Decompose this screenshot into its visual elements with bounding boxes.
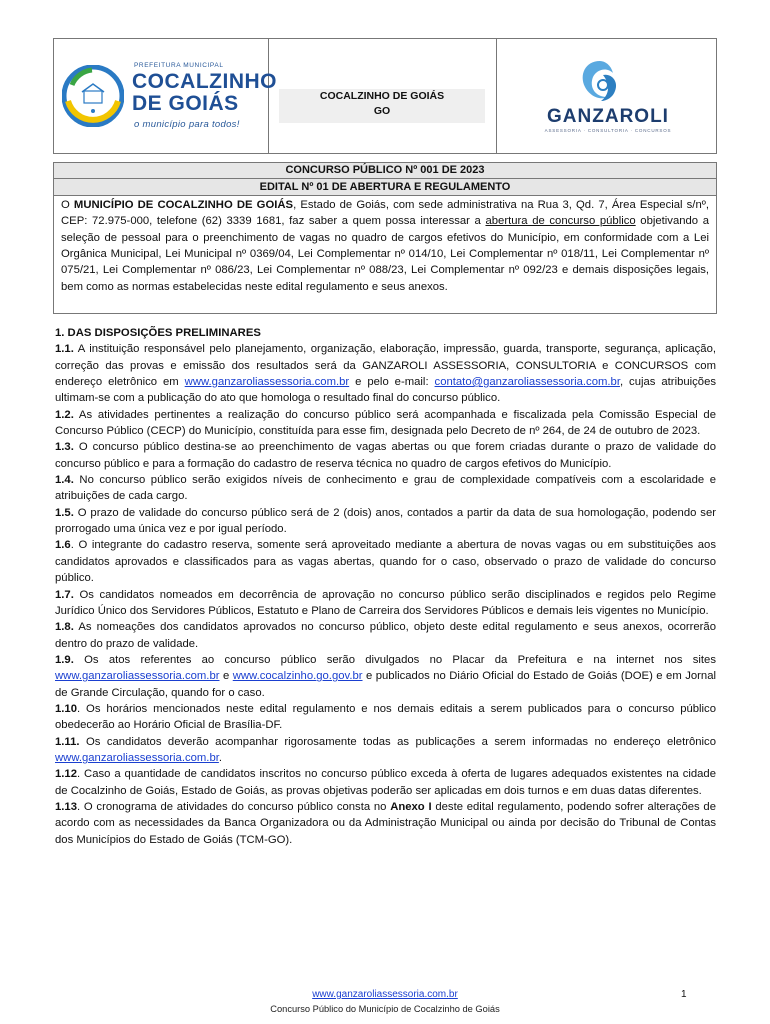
item-number: 1.1.: [55, 343, 74, 356]
item-number: 1.11.: [55, 735, 80, 748]
item-text: . Caso a quantidade de candidatos inscritos no concurso público exceda à oferta de lugares adequados existentes na cidade de Cocalzinho de Goiás, Estado de Goiás, as provas objetivas poderão ser aplicadas em dois turnos e em duas datas diferentes.: [55, 768, 716, 797]
item-text: . O cronograma de atividades do concurso público consta no: [77, 800, 391, 813]
intro-text-end: objetivando a seleção de pessoal para o preenchimento de vagas no quadro de cargos efetivos do Município, em conformidade com a Lei Orgânica Municipal, Lei Municipal nº 0369/04, Lei Complementar nº 014/10, Lei Complementar nº 018/11, Lei Complementar nº 075/21, Lei Complementar nº 086/23, Lei Complementar nº 088/23, Lei Complementar nº 092/23 e demais disposições legais, bem como as normas estabelecidas neste edital regulamento e seus anexos.: [61, 215, 710, 293]
contact-email-link[interactable]: contato@ganzaroliassessoria.com.br: [434, 376, 620, 389]
intro-text-mid: , Estado de Goiás, com sede administrativa na Rua 3, Qd. 7, Área Especial s/nº, CEP: 72.975-000, telefone (62) 3339 1681, faz saber a quem possa interessar a: [61, 199, 709, 228]
item-number: 1.3.: [55, 441, 74, 454]
municipality-emblem-icon: [62, 65, 124, 127]
concurso-title: CONCURSO PÚBLICO Nº 001 DE 2023: [54, 163, 716, 179]
item-text: Os candidatos deverão acompanhar rigorosamente todas as publicações a serem informadas no endereço eletrônico: [79, 735, 716, 748]
item-1-13: [55, 799, 716, 848]
intro-paragraph: [61, 197, 709, 295]
item-text: e: [219, 670, 233, 683]
ganzaroli-logo: [513, 55, 703, 137]
logo-name-line1: COCALZINHO: [132, 70, 277, 93]
header-table: [53, 38, 717, 154]
item-text: .: [218, 751, 223, 764]
municipality-name: MUNICÍPIO DE COCALZINHO DE GOIÁS: [73, 199, 294, 211]
item-1-3: [55, 439, 716, 472]
annex-reference: Anexo I: [390, 800, 432, 813]
item-text: Os atos referentes ao concurso público serão divulgados no Placar da Prefeitura e na internet nos sites: [73, 653, 716, 666]
ganzaroli-site-link[interactable]: www.ganzaroliassessoria.com.br: [184, 376, 350, 389]
header-title-box: [279, 89, 485, 123]
footer-site-link[interactable]: www.ganzaroliassessoria.com.br: [312, 989, 458, 1000]
header-left-cell: [54, 39, 277, 153]
item-text: O concurso público destina-se ao preenchimento de vagas abertas ou que forem criadas durante o prazo de validade do concurso público e para a formação do cadastro de reserva técnica no quadro de cargos efetivos do Município.: [55, 441, 716, 470]
item-text: Os candidatos nomeados em decorrência de aprovação no concurso público serão disciplinados e regidos pelo Regime Jurídico Único dos Servidores Públicos, Estatuto e Plano de Carreira dos Servidores Públicos e demais leis vigentes no Município.: [55, 588, 716, 617]
item-text: deste edital regulamento, podendo sofrer alterações de acordo com as necessidades da Banca Organizadora ou da Administração Municipal ou ainda por decisão do Tribunal de Contas dos Municípios do Estado de Goiás (TCM-GO).: [55, 800, 716, 846]
item-text: . Os horários mencionados neste edital regulamento e nos demais editais a serem publicados para o concurso público obedecerão ao Horário Oficial de Brasília-DF.: [55, 702, 716, 732]
main-content: [55, 325, 716, 848]
abertura-underlined: abertura de concurso público: [485, 215, 636, 228]
item-number: 1.13: [55, 800, 77, 813]
item-text: O prazo de validade do concurso público será de 2 (dois) anos, contados a partir da data de sua homologação, podendo ser prorrogado uma única vez e por igual período.: [55, 506, 716, 536]
logo-tagline: o município para todos!: [134, 119, 240, 130]
footer-caption: Concurso Público do Município de Cocalzinho de Goiás: [270, 1004, 500, 1014]
item-1-8: [55, 619, 716, 652]
header-state: GO: [373, 105, 391, 117]
item-1-2: [55, 407, 716, 440]
item-number: 1.6: [55, 539, 71, 552]
item-number: 1.8.: [55, 621, 74, 634]
section-title: 1. DAS DISPOSIÇÕES PRELIMINARES: [55, 327, 261, 339]
header-middle-cell: [269, 39, 498, 153]
item-text: . O integrante do cadastro reserva, somente será aproveitado mediante a abertura de novas vagas ou em substituições aos candidatos aprovados e classificados para as vagas abertas, quando for o caso, observado o prazo de validade do concurso público.: [55, 539, 716, 585]
item-text: As nomeações dos candidatos aprovados no concurso público, objeto deste edital regulamento e seus anexos, ocorrerão dentro do prazo de validade.: [55, 621, 716, 650]
item-1-7: [55, 587, 716, 620]
header-city: COCALZINHO DE GOIÁS: [319, 90, 445, 102]
item-1-5: [55, 505, 716, 538]
intro-table: [53, 162, 717, 314]
item-number: 1.10: [55, 702, 77, 715]
item-number: 1.2.: [55, 408, 74, 421]
item-text: No concurso público serão exigidos níveis de conhecimento e grau de complexidade compatíveis com a escolaridade e atribuições de cada cargo.: [55, 474, 716, 503]
item-1-12: [55, 766, 716, 799]
item-1-9: [55, 652, 716, 701]
ganzaroli-name: GANZAROLI: [547, 106, 669, 127]
prefeitura-label: PREFEITURA MUNICIPAL: [134, 62, 224, 69]
header-right-cell: [496, 39, 716, 153]
logo-name-line2: DE GOIÁS: [132, 92, 239, 115]
item-text: A instituição responsável pelo planejamento, organização, elaboração, impressão, guarda, transporte, segurança, aplicação, correção das provas e emissão dos resultados será da GANZAROLI ASSESSORIA, CONSULTORIA e CONCURSOS com endereço eletrônico em: [55, 343, 716, 389]
item-1-6: [55, 537, 716, 586]
item-1-10: [55, 701, 716, 734]
cocalzinho-site-link[interactable]: www.cocalzinho.go.gov.br: [232, 670, 363, 683]
ganzaroli-site-link[interactable]: www.ganzaroliassessoria.com.br: [55, 670, 220, 683]
ganzaroli-subtitle: ASSESSORIA · CONSULTORIA · CONCURSOS: [544, 128, 672, 133]
item-1-1: [55, 341, 716, 406]
item-number: 1.9.: [55, 653, 74, 666]
item-number: 1.7.: [55, 588, 74, 601]
item-1-4: [55, 472, 716, 505]
item-number: 1.4.: [55, 474, 74, 487]
item-1-11: [55, 734, 716, 767]
ganzaroli-site-link[interactable]: www.ganzaroliassessoria.com.br: [55, 751, 219, 764]
item-text: , cujas atribuições ultimam-se com a publicação do ato que homologa o resultado final do concurso público.: [55, 376, 717, 405]
page-number: 1: [681, 989, 687, 1000]
item-text: e pelo e-mail:: [349, 376, 435, 389]
item-text: As atividades pertinentes a realização do concurso público será acompanhada e fiscalizada pela Comissão Especial de Concurso Público (CECP) do Município, constituída para esse fim, designada pelo Decreto de nº 264, de 24 de outubro de 2023.: [55, 408, 716, 438]
ganzaroli-mark-icon: [573, 57, 627, 107]
item-number: 1.5.: [55, 506, 74, 519]
edital-title: EDITAL Nº 01 DE ABERTURA E REGULAMENTO: [54, 179, 716, 196]
intro-text-start: O: [61, 199, 74, 211]
item-text: e publicados no Diário Oficial do Estado de Goiás (DOE) e em Jornal de Grande Circulação, quando for o caso.: [55, 670, 716, 699]
cocalzinho-logo: [62, 57, 277, 139]
item-number: 1.12: [55, 768, 77, 781]
